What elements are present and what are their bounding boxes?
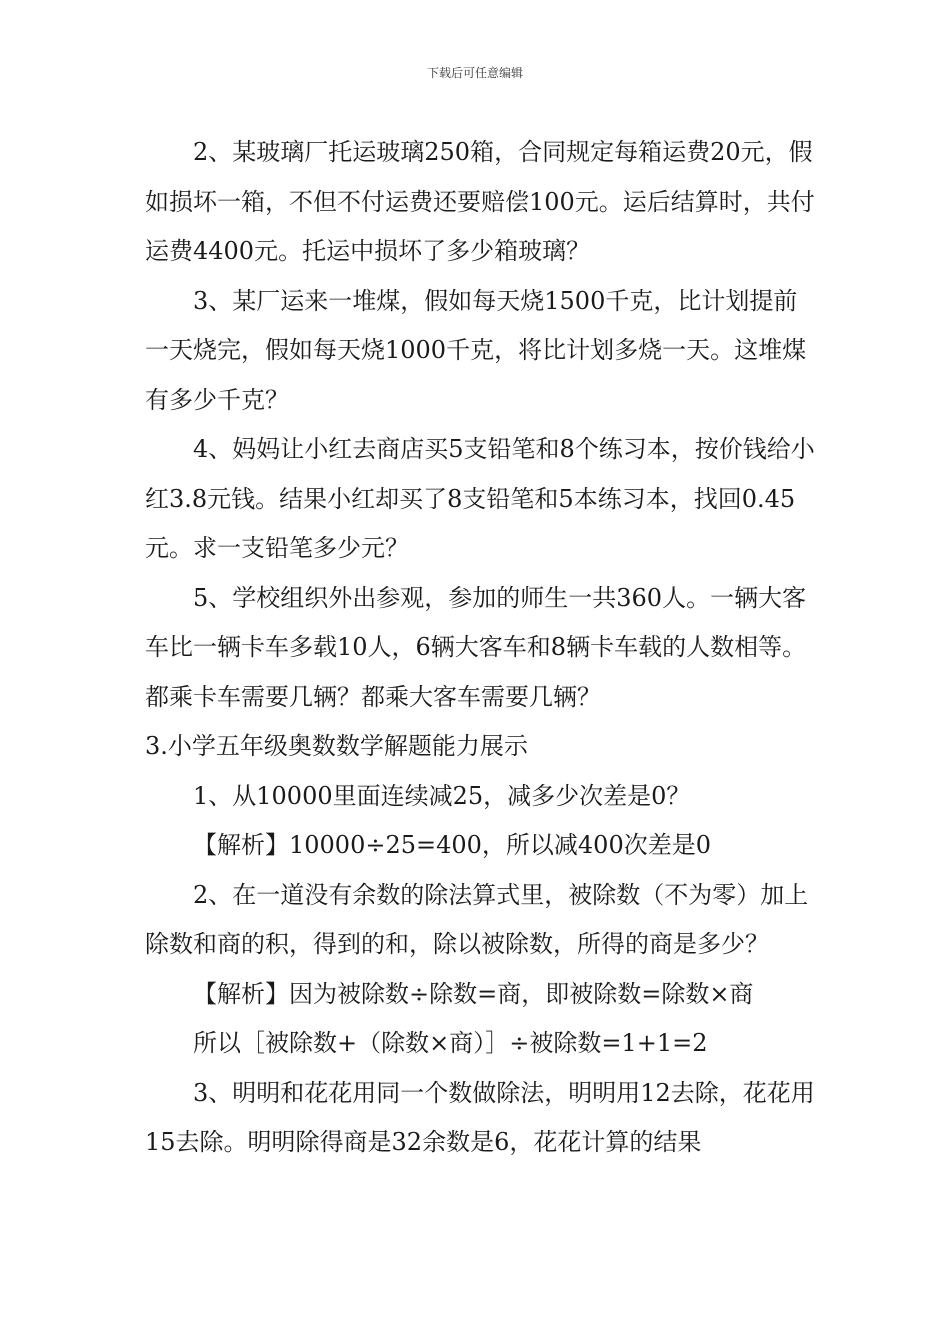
section-heading: 3.小学五年级奥数数学解题能力展示 [145,732,528,760]
paragraph-question-3: 3、明明和花花用同一个数做除法，明明用12去除，花花用15去除。明明除得商是32余数是6，花花计算的结果 [145,1078,815,1156]
paragraph-analysis-2a: 【解析】因为被除数÷除数=商，即被除数=除数×商 [193,979,754,1008]
paragraph-problem-5: 5、学校组织外出参观，参加的师生一共360人。一辆大客车比一辆卡车多载10人，6辆大客车和8辆卡车载的人数相等。都乘卡车需要几辆？都乘大客车需要几辆？ [145,583,807,711]
document-body [145,128,815,1168]
paragraph-analysis-1: 【解析】10000÷25=400，所以减400次差是0 [193,831,711,859]
paragraph-problem-2: 2、某玻璃厂托运玻璃250箱，合同规定每箱运费20元，假如损坏一箱，不但不付运费还要赔偿100元。运后结算时，共付运费4400元。托运中损坏了多少箱玻璃？ [145,138,815,265]
paragraph-question-1: 1、从10000里面连续减25，减多少次差是0？ [193,781,691,810]
paragraph-problem-3: 3、某厂运来一堆煤，假如每天烧1500千克，比计划提前一天烧完，假如每天烧1000千克，将比计划多烧一天。这堆煤有多少千克？ [145,286,807,414]
paragraph-analysis-2b: 所以［被除数+（除数×商）］÷被除数=1+1=2 [193,1029,708,1057]
paragraph-question-2: 2、在一道没有余数的除法算式里，被除数（不为零）加上除数和商的积，得到的和，除以被除数，所得的商是多少？ [145,880,809,958]
page-header: 下载后可任意编辑 [426,66,523,80]
paragraph-problem-4: 4、妈妈让小红去商店买5支铅笔和8个练习本，按价钱给小红3.8元钱。结果小红却买了8支铅笔和5本练习本，找回0.45元。求一支铅笔多少元？ [145,435,815,562]
